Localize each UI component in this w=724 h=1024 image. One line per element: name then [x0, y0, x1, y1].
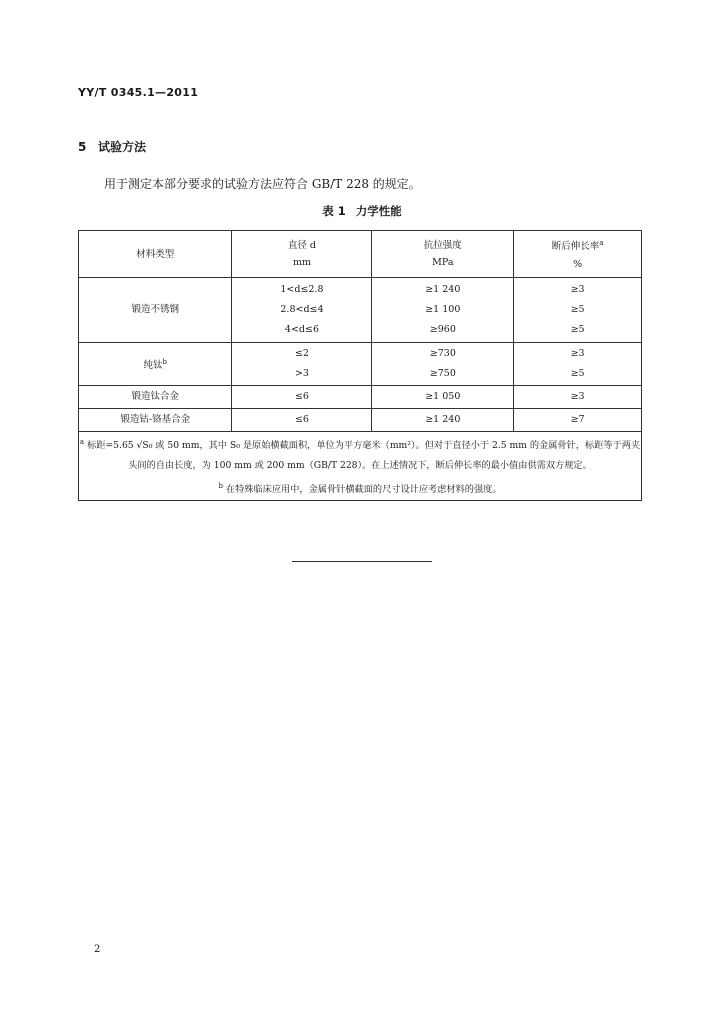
elongation-value: ≥5 — [570, 368, 585, 379]
mechanical-properties-table — [78, 230, 642, 501]
section-title: 试验方法 — [98, 140, 147, 154]
page-number: 2 — [94, 944, 101, 955]
strength-value: ≥1 050 — [425, 391, 461, 402]
header-strength-unit: MPa — [432, 257, 454, 268]
footnote-mark: a — [79, 438, 85, 446]
table-row — [79, 386, 642, 409]
footnote-b — [79, 476, 641, 500]
diameter-value: 1<d≤2.8 — [280, 284, 324, 295]
elongation-value: ≥5 — [570, 324, 585, 335]
header-material — [79, 231, 232, 278]
diameter-value: ≤2 — [294, 348, 309, 359]
header-diameter-label: 直径 d — [287, 240, 317, 251]
body-paragraph: 用于测定本部分要求的试验方法应符合 GB/T 228 的规定。 — [104, 177, 421, 191]
strength-cell — [372, 409, 514, 432]
standard-code: YY/T 0345.1—2011 — [78, 86, 199, 99]
material-cell — [79, 386, 232, 409]
header-strength-label: 抗拉强度 — [423, 240, 462, 251]
diameter-value: 2.8<d≤4 — [280, 304, 324, 315]
table-notes — [79, 432, 642, 501]
strength-value: ≥1 240 — [425, 414, 461, 425]
diameter-value: >3 — [294, 368, 309, 379]
table-row — [79, 343, 642, 386]
section-heading — [78, 138, 146, 155]
diameter-cell — [232, 409, 372, 432]
footnote-text: 标距=5.65 √S₀ 或 50 mm，其中 S₀ 是原始横截面积，单位为平方毫米（mm²）。但对于直径小于 2.5 mm 的金属骨针，标距等于两夹头间的自由长度，为 100 mm 或 200 mm（GB/T 228）。在上述情况下，断后伸长率的最小值由供需双方规定。 — [87, 440, 641, 472]
header-elongation-unit: % — [573, 258, 583, 270]
elongation-value: ≥5 — [570, 304, 585, 315]
elongation-value: ≥7 — [570, 414, 585, 425]
diameter-cell — [232, 386, 372, 409]
header-diameter-unit: mm — [292, 257, 311, 268]
material-label: 纯钛 — [143, 360, 163, 372]
diameter-value: ≤6 — [294, 414, 309, 425]
elongation-cell — [514, 343, 642, 386]
material-cell — [79, 409, 232, 432]
elongation-cell — [514, 278, 642, 343]
table-caption — [0, 203, 724, 219]
end-of-text-rule — [292, 561, 432, 562]
strength-cell — [372, 278, 514, 343]
section-number: 5 — [78, 140, 87, 154]
strength-value: ≥960 — [429, 324, 456, 335]
elongation-value: ≥3 — [570, 391, 585, 402]
strength-value: ≥1 240 — [425, 284, 461, 295]
diameter-cell — [232, 343, 372, 386]
material-label: 锻造钴-铬基合金 — [120, 414, 191, 425]
elongation-value: ≥3 — [570, 284, 585, 295]
table-caption-title: 力学性能 — [355, 204, 402, 218]
elongation-cell — [514, 409, 642, 432]
table-caption-number: 表 1 — [322, 204, 346, 218]
strength-cell — [372, 386, 514, 409]
elongation-cell — [514, 386, 642, 409]
table-notes-row — [79, 432, 642, 501]
material-cell — [79, 278, 232, 343]
elongation-value: ≥3 — [570, 348, 585, 359]
strength-value: ≥1 100 — [425, 304, 461, 315]
footnote-a — [79, 432, 641, 476]
material-label: 锻造钛合金 — [131, 391, 179, 402]
header-elongation-footnote-mark: a — [599, 239, 604, 248]
material-cell — [79, 343, 232, 386]
strength-value: ≥730 — [429, 348, 456, 359]
material-footnote-mark: b — [162, 357, 167, 366]
header-strength — [372, 231, 514, 278]
table-row — [79, 278, 642, 343]
header-elongation — [514, 231, 642, 278]
header-elongation-label: 断后伸长率 — [551, 241, 600, 253]
material-label: 锻造不锈钢 — [131, 304, 179, 315]
header-diameter — [232, 231, 372, 278]
strength-cell — [372, 343, 514, 386]
footnote-text: 在特殊临床应用中，金属骨针横截面的尺寸设计应考虑材料的强度。 — [225, 484, 502, 496]
table-header-row — [79, 231, 642, 278]
diameter-cell — [232, 278, 372, 343]
table-row — [79, 409, 642, 432]
diameter-value: 4<d≤6 — [284, 324, 319, 335]
header-material-label: 材料类型 — [136, 248, 175, 260]
strength-value: ≥750 — [429, 368, 456, 379]
diameter-value: ≤6 — [294, 391, 309, 402]
footnote-mark: b — [218, 482, 223, 491]
